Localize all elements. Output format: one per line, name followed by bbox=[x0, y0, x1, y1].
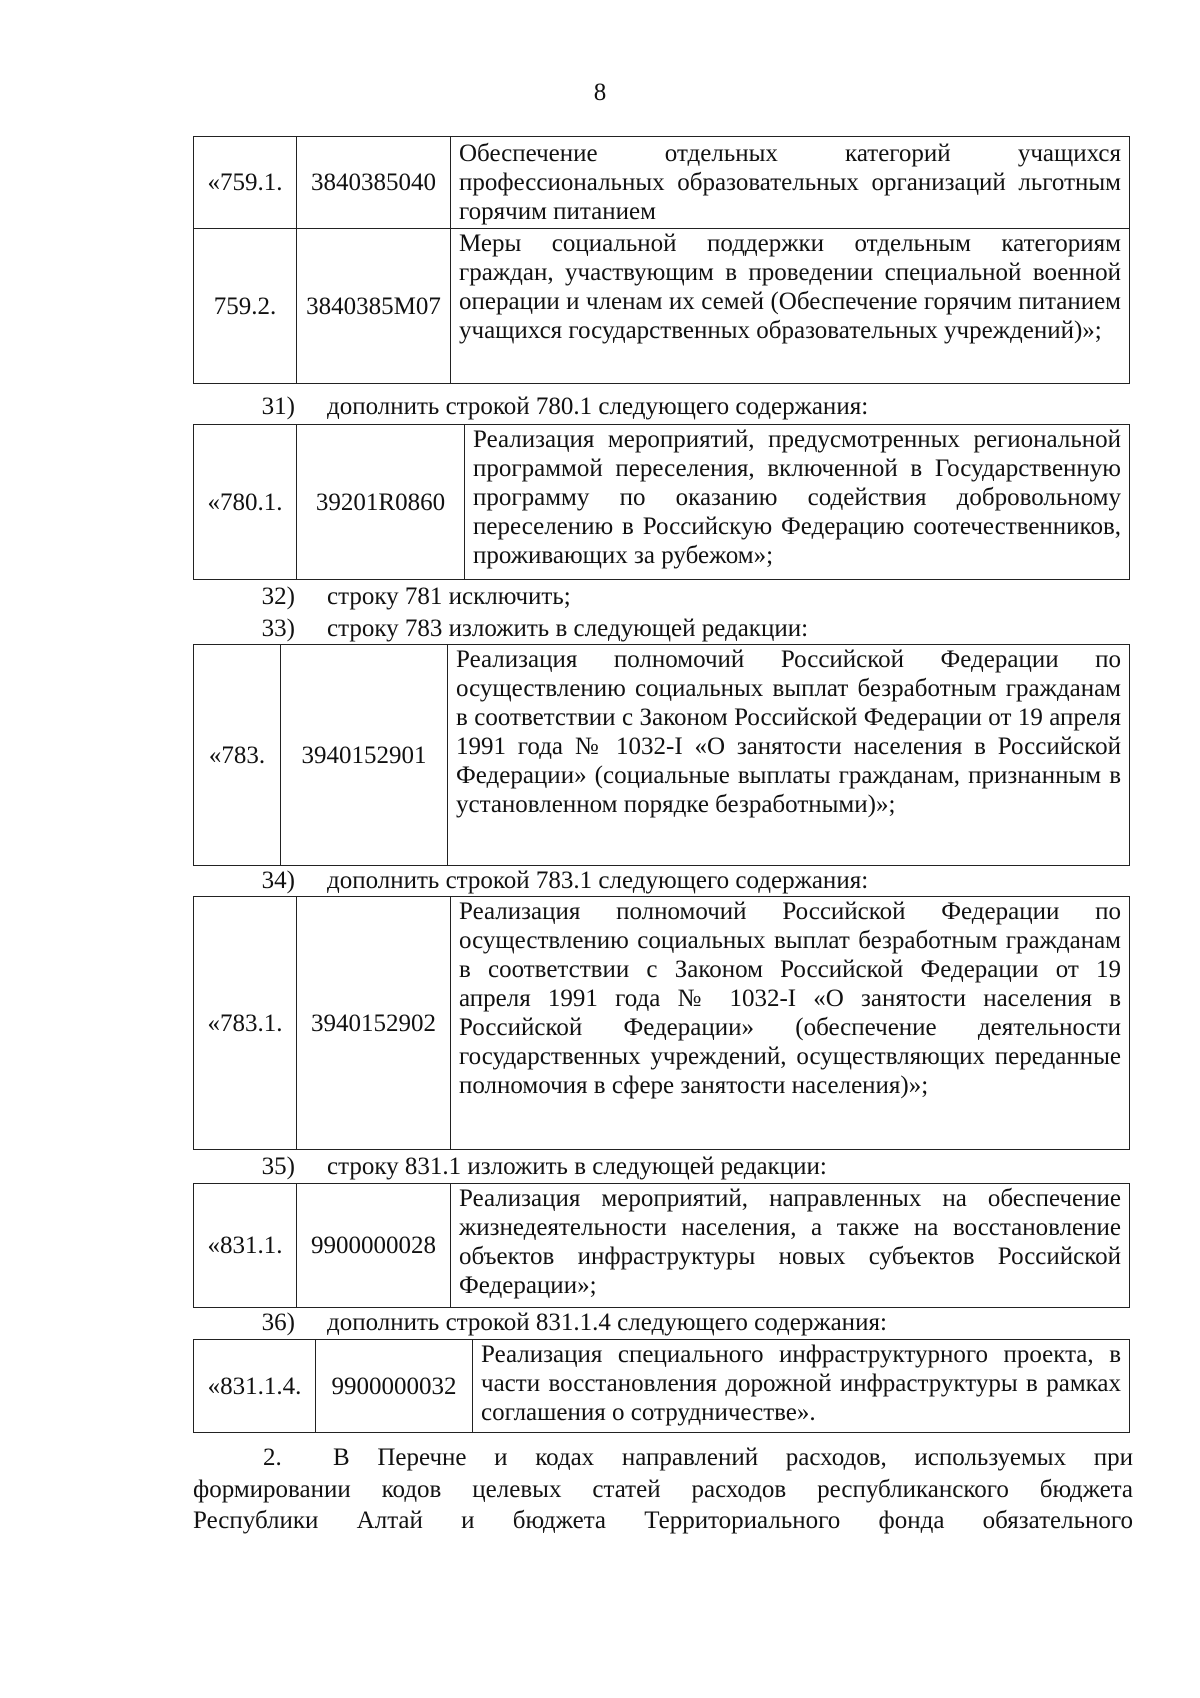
instruction-number: 36) bbox=[261, 1309, 295, 1336]
row-description bbox=[451, 137, 1130, 229]
instruction-text: строку 781 исключить; bbox=[327, 583, 571, 610]
budget-code-table bbox=[193, 136, 1130, 384]
table-row bbox=[194, 1340, 1130, 1433]
amendment-instruction bbox=[0, 582, 571, 611]
row-number: «780.1. bbox=[194, 425, 297, 580]
instruction-text: дополнить строкой 783.1 следующего содержания: bbox=[327, 867, 869, 894]
row-description-text: Реализация мероприятий, предусмотренных региональной программой переселения, включенной в Государственную программу по оказанию содействия добровольному переселению в Российскую Федерацию соотечественников, проживающих за рубежом»; bbox=[473, 426, 1121, 569]
row-number: «759.1. bbox=[194, 137, 297, 229]
row-description-text: Меры социальной поддержки отдельным категориям граждан, участвующим в проведении специальной военной операции и членам их семей (Обеспечение горячим питанием учащихся государственных образовательных учреждений)»; bbox=[459, 230, 1121, 344]
row-description-text: Реализация мероприятий, направленных на обеспечение жизнедеятельности населения, а также на восстановление объектов инфраструктуры новых субъектов Российской Федерации»; bbox=[459, 1185, 1121, 1299]
budget-code-table bbox=[193, 1183, 1130, 1308]
target-code: 9900000028 bbox=[297, 1184, 451, 1308]
budget-code-table bbox=[193, 644, 1130, 866]
instruction-number: 33) bbox=[261, 615, 295, 642]
row-number: «831.1. bbox=[194, 1184, 297, 1308]
amendment-instruction bbox=[0, 866, 868, 895]
row-description-text: Реализация специального инфраструктурного проекта, в части восстановления дорожной инфраструктуры в рамках соглашения о сотрудничестве». bbox=[481, 1341, 1121, 1426]
amendment-instruction bbox=[0, 1308, 887, 1337]
table-row bbox=[194, 645, 1130, 866]
paragraph-line: формировании кодов целевых статей расходов республиканского бюджета bbox=[193, 1476, 1133, 1503]
row-description-text: Реализация полномочий Российской Федерации по осуществлению социальных выплат безработным гражданам в соответствии с Законом Российской Федерации от 19 апреля 1991 года № 1032-I «О занятости населения в Российской Федерации» (социальные выплаты гражданам, признанным в установленном порядке безработными)»; bbox=[456, 646, 1121, 818]
table-row bbox=[194, 425, 1130, 580]
row-number: «783. bbox=[194, 645, 281, 866]
instruction-text: строку 831.1 изложить в следующей редакции: bbox=[327, 1153, 827, 1180]
target-code: 3840385040 bbox=[297, 137, 451, 229]
table-row bbox=[194, 137, 1130, 229]
instruction-number: 34) bbox=[261, 867, 295, 894]
row-description bbox=[451, 229, 1130, 384]
table-row bbox=[194, 897, 1130, 1150]
target-code: 39201R0860 bbox=[297, 425, 465, 580]
paragraph-line: Республики Алтай и бюджета Территориального фонда обязательного bbox=[193, 1507, 1133, 1534]
budget-code-table bbox=[193, 896, 1130, 1150]
row-description-text: Обеспечение отдельных категорий учащихся профессиональных образовательных организаций льготным горячим питанием bbox=[459, 140, 1121, 225]
row-description-text: Реализация полномочий Российской Федерации по осуществлению социальных выплат безработным гражданам в соответствии с Законом Российской Федерации от 19 апреля 1991 года № 1032-I «О занятости населения в Российской Федерации» (обеспечение деятельности государственных учреждений, осуществляющих переданные полномочия в сфере занятости населения)»; bbox=[459, 898, 1121, 1099]
instruction-text: дополнить строкой 780.1 следующего содержания: bbox=[327, 393, 869, 420]
table-row bbox=[194, 1184, 1130, 1308]
row-description bbox=[448, 645, 1130, 866]
table-row bbox=[194, 229, 1130, 384]
instruction-text: дополнить строкой 831.1.4 следующего содержания: bbox=[327, 1309, 887, 1336]
page-number: 8 bbox=[593, 79, 607, 106]
target-code: 3940152902 bbox=[297, 897, 451, 1150]
row-description bbox=[465, 425, 1130, 580]
paragraph-line bbox=[193, 1443, 1133, 1472]
instruction-number: 32) bbox=[261, 583, 295, 610]
amendment-instruction bbox=[0, 392, 868, 421]
row-number: «783.1. bbox=[194, 897, 297, 1150]
budget-code-table bbox=[193, 424, 1130, 580]
row-number: «831.1.4. bbox=[194, 1340, 316, 1433]
instruction-number: 35) bbox=[261, 1153, 295, 1180]
row-description bbox=[451, 1184, 1130, 1308]
budget-code-table bbox=[193, 1339, 1130, 1433]
amendment-instruction bbox=[0, 614, 808, 643]
paragraph-number: 2. bbox=[263, 1444, 282, 1471]
row-number: 759.2. bbox=[194, 229, 297, 384]
target-code: 9900000032 bbox=[316, 1340, 473, 1433]
instruction-text: строку 783 изложить в следующей редакции: bbox=[327, 615, 809, 642]
paragraph-line-text: В Перечне и кодах направлений расходов, используемых при bbox=[333, 1444, 1133, 1471]
amendment-instruction bbox=[0, 1152, 827, 1181]
row-description bbox=[473, 1340, 1130, 1433]
row-description bbox=[451, 897, 1130, 1150]
instruction-number: 31) bbox=[261, 393, 295, 420]
target-code: 3940152901 bbox=[281, 645, 448, 866]
target-code: 3840385М07 bbox=[297, 229, 451, 384]
